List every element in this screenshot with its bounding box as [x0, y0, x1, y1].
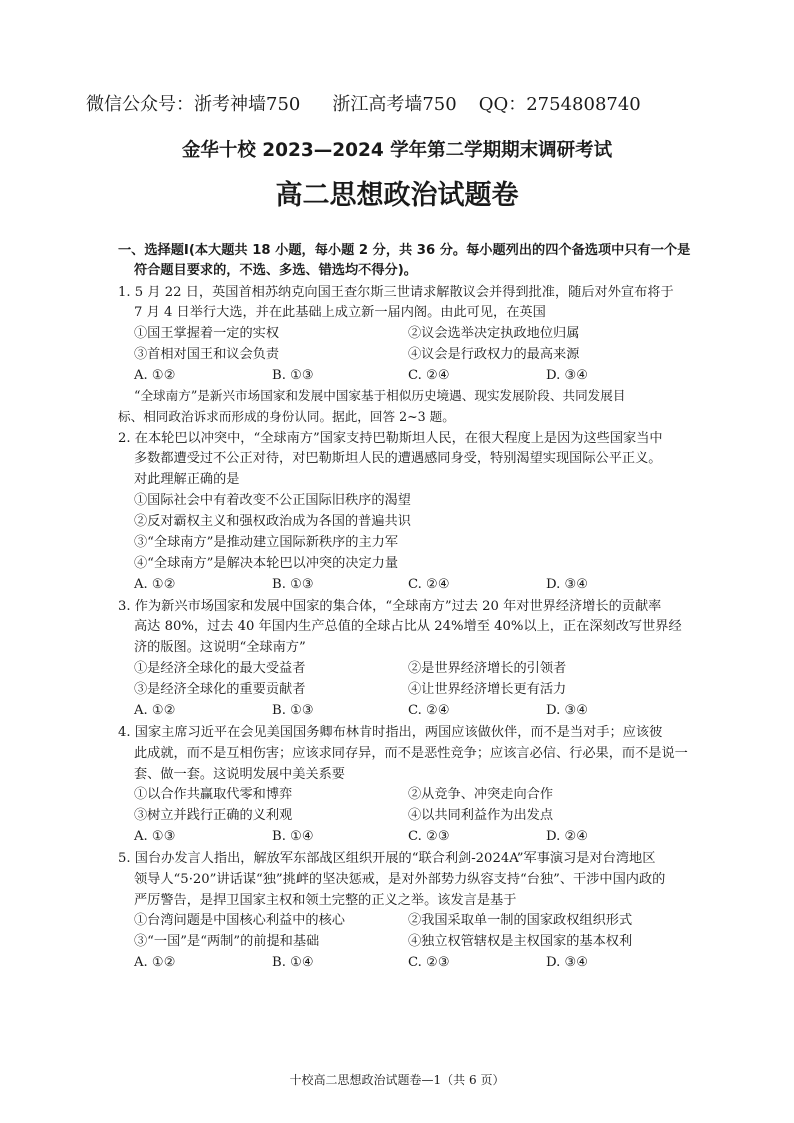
question-1-answer-a: A. ①②	[134, 368, 176, 383]
watermark-qq: QQ：2754808740	[478, 94, 641, 115]
watermark-wechat: 微信公众号：浙考神墙750	[86, 94, 301, 115]
question-3-stem-line2: 高达 80%，过去 40 年国内生产总值的全球占比从 24%增至 40%以上，正在深刻改写世界经	[134, 619, 682, 634]
question-4-stem-line2: 此成就，而不是互相伤害；应该求同存异，而不是恶性竞争；应该言必信、行必果，而不是说一	[134, 746, 688, 761]
material-line2: 标、相同政治诉求而形成的身份认同。据此，回答 2~3 题。	[118, 409, 455, 424]
question-1-stem-line2: 7 月 4 日举行大选，并在此基础上成立新一届内阁。由此可见，在英国	[134, 305, 546, 320]
question-2-answer-d: D. ③④	[546, 577, 589, 592]
question-2-statement-1: ①国际社会中有着改变不公正国际旧秩序的渴望	[134, 493, 411, 508]
question-3-answer-a: A. ①②	[134, 703, 176, 718]
paper-title: 高二思想政治试题卷	[275, 180, 519, 211]
question-2-answer-a: A. ①②	[134, 577, 176, 592]
question-5-statement-4: ④独立权管辖权是主权国家的基本权利	[408, 934, 633, 949]
question-3-statement-4: ④让世界经济增长更有活力	[408, 682, 567, 697]
material-line1: “全球南方”是新兴市场国家和发展中国家基于相似历史境遇、现实发展阶段、共同发展目	[134, 388, 626, 403]
question-2-stem-line2: 多数都遭受过不公正对待，对巴勒斯坦人民的遭遇感同身受，特别渴望实现国际公平正义。	[134, 451, 662, 466]
question-2-answer-b: B. ①③	[272, 577, 314, 592]
question-4-stem-line1: 4. 国家主席习近平在会见美国国务卿布林肯时指出，两国应该做伙伴，而不是当对手；应该彼	[118, 725, 663, 740]
section-heading-line2: 符合题目要求的，不选、多选、错选均不得分)。	[134, 263, 417, 278]
question-1-answer-c: C. ②④	[408, 368, 450, 383]
watermark-header	[86, 93, 641, 117]
question-3-answer-c: C. ②④	[408, 703, 450, 718]
exam-title: 金华十校 2023—2024 学年第二学期期末调研考试	[181, 140, 613, 161]
question-5-statement-3: ③“一国”是“两制”的前提和基础	[134, 934, 320, 949]
question-1-statement-1: ①国王掌握着一定的实权	[134, 326, 280, 341]
watermark-wall: 浙江高考墙750	[332, 94, 457, 115]
question-5-answer-b: B. ①④	[272, 955, 314, 970]
question-4-statement-2: ②从竞争、冲突走向合作	[408, 787, 554, 802]
question-4-statement-1: ①以合作共赢取代零和博弈	[134, 787, 293, 802]
question-3-answer-d: D. ③④	[546, 703, 589, 718]
question-5-statement-1: ①台湾问题是中国核心利益中的核心	[134, 913, 345, 928]
question-2-stem-line3: 对此理解正确的是	[134, 472, 240, 487]
question-1-statement-3: ③首相对国王和议会负责	[134, 347, 280, 362]
question-1-stem-line1: 1. 5 月 22 日，英国首相苏纳克向国王查尔斯三世请求解散议会并得到批准，随后对外宣布将于	[118, 285, 674, 300]
question-3-statement-1: ①是经济全球化的最大受益者	[134, 661, 306, 676]
question-2-stem-line1: 2. 在本轮巴以冲突中，“全球南方”国家支持巴勒斯坦人民，在很大程度上是因为这些国家当中	[118, 431, 663, 446]
question-1-statement-4: ④议会是行政权力的最高来源	[408, 347, 580, 362]
question-3-statement-3: ③是经济全球化的重要贡献者	[134, 682, 306, 697]
question-5-answer-a: A. ①②	[134, 955, 176, 970]
question-5-stem-line2: 领导人“5·20”讲话谋“独”挑衅的坚决惩戒，是对外部势力纵容支持“台独”、干涉中国内政的	[134, 872, 666, 887]
question-4-answer-b: B. ①④	[272, 829, 314, 844]
question-5-statement-2: ②我国采取单一制的国家政权组织形式	[408, 913, 633, 928]
question-2-statement-2: ②反对霸权主义和强权政治成为各国的普遍共识	[134, 514, 411, 529]
question-5-stem-line3: 严厉警告，是捍卫国家主权和领土完整的正义之举。该发言是基于	[134, 893, 517, 908]
section-heading-line1: 一、选择题Ⅰ(本大题共 18 小题，每小题 2 分，共 36 分。每小题列出的四个备选项中只有一个是	[118, 243, 691, 258]
page-footer: 十校高二思想政治试题卷—1（共 6 页）	[289, 1073, 505, 1087]
question-1-answer-b: B. ①③	[272, 368, 314, 383]
question-3-stem-line3: 济的版图。这说明“全球南方”	[134, 640, 306, 655]
question-5-answer-d: D. ③④	[546, 955, 589, 970]
question-2-statement-4: ④“全球南方”是解决本轮巴以冲突的决定力量	[134, 556, 399, 571]
question-3-answer-b: B. ①③	[272, 703, 314, 718]
question-4-stem-line3: 套、做一套。这说明发展中美关系要	[134, 767, 345, 782]
question-4-statement-3: ③树立并践行正确的义利观	[134, 808, 293, 823]
question-2-answer-c: C. ②④	[408, 577, 450, 592]
question-3-stem-line1: 3. 作为新兴市场国家和发展中国家的集合体，“全球南方”过去 20 年对世界经济增长的贡献率	[118, 599, 662, 614]
question-4-statement-4: ④以共同利益作为出发点	[408, 808, 554, 823]
question-5-stem-line1: 5. 国台办发言人指出，解放军东部战区组织开展的“联合利剑-2024A”军事演习是对台湾地区	[118, 851, 656, 866]
question-2-statement-3: ③“全球南方”是推动建立国际新秩序的主力军	[134, 535, 399, 550]
question-1-statement-2: ②议会选举决定执政地位归属	[408, 326, 580, 341]
question-4-answer-d: D. ②④	[546, 829, 589, 844]
question-1-answer-d: D. ③④	[546, 368, 589, 383]
question-3-statement-2: ②是世界经济增长的引领者	[408, 661, 567, 676]
question-5-answer-c: C. ②③	[408, 955, 450, 970]
question-4-answer-c: C. ②③	[408, 829, 450, 844]
question-4-answer-a: A. ①③	[134, 829, 176, 844]
